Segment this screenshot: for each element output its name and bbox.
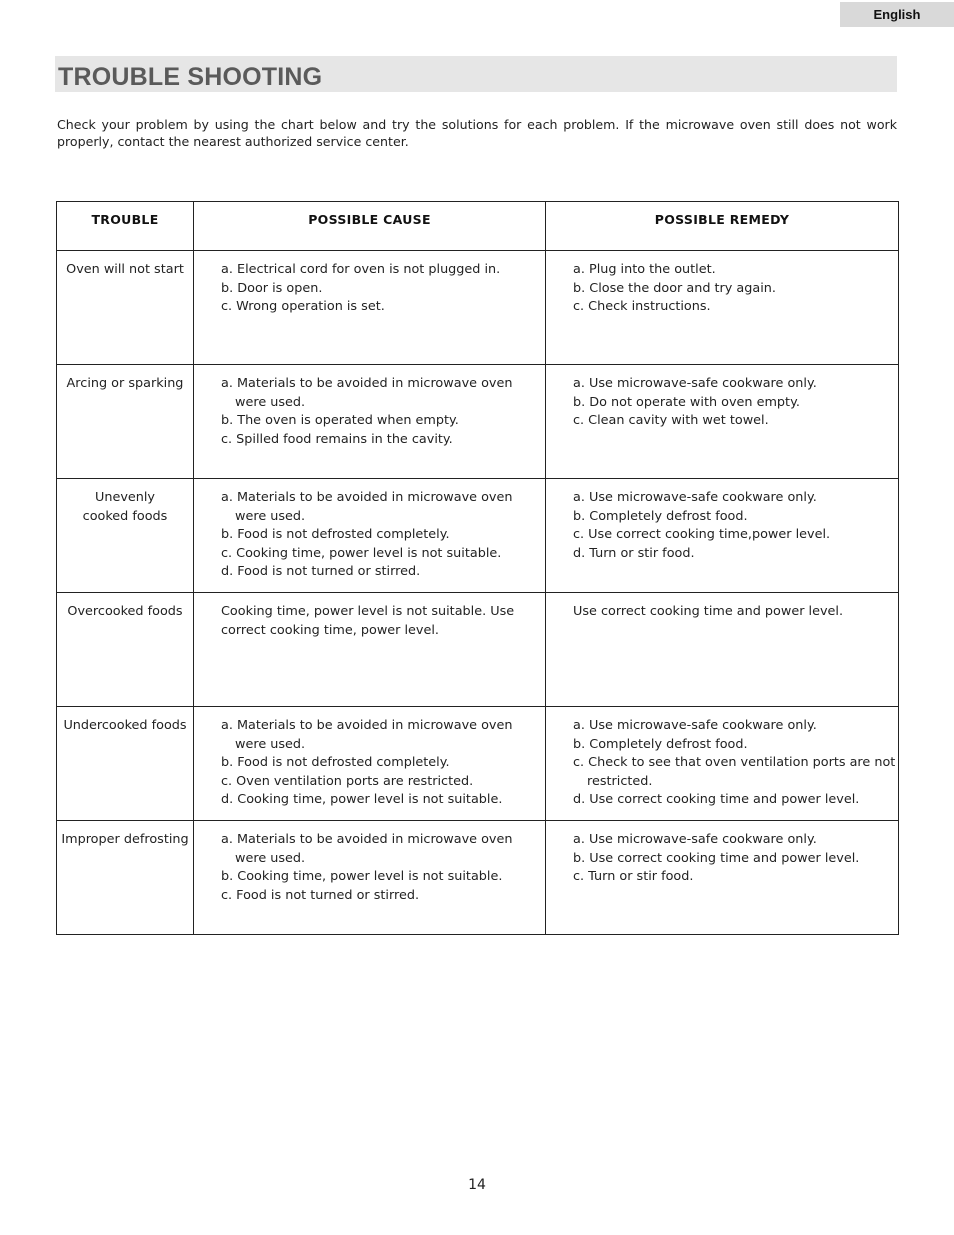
remedy-line: b. Do not operate with oven empty.: [573, 394, 800, 410]
language-tab: English: [840, 2, 954, 27]
remedy-line: a. Use microwave-safe cookware only.: [573, 718, 817, 733]
cause-line: b. Food is not defrosted completely.: [221, 755, 450, 771]
trouble-cell: Arcing or sparking: [57, 365, 194, 479]
header-possible-remedy: POSSIBLE REMEDY: [546, 202, 899, 251]
remedy-line: d. Use correct cooking time and power level.: [573, 792, 860, 808]
remedy-line: a. Use microwave-safe cookware only.: [573, 376, 817, 391]
troubleshooting-table: [56, 201, 899, 935]
cause-line: a. Materials to be avoided in microwave oven were used.: [221, 832, 513, 866]
remedy-line: b. Completely defrost food.: [573, 508, 748, 524]
remedy-line: Use correct cooking time and power level.: [573, 604, 844, 619]
trouble-cell: Overcooked foods: [57, 593, 194, 707]
remedy-cell: [546, 593, 899, 707]
intro-paragraph: Check your problem by using the chart below and try the solutions for each problem. If the microwave oven still does not work properly, contact the nearest authorized service center.: [57, 117, 897, 149]
remedy-line: a. Use microwave-safe cookware only.: [573, 490, 817, 505]
remedy-line: d. Turn or stir food.: [573, 545, 695, 561]
cause-cell: [194, 479, 546, 593]
table-row: [57, 251, 899, 365]
trouble-cell: Undercooked foods: [57, 707, 194, 821]
remedy-cell: [546, 365, 899, 479]
header-possible-cause: POSSIBLE CAUSE: [194, 202, 546, 251]
remedy-line: c. Use correct cooking time,power level.: [573, 527, 831, 543]
cause-line: b. Food is not defrosted completely.: [221, 527, 450, 543]
cause-line: a. Electrical cord for oven is not plugged in.: [221, 262, 501, 277]
trouble-label: Unevenly cooked foods: [82, 490, 168, 524]
cause-line: c. Cooking time, power level is not suitable.: [221, 545, 502, 561]
table-row: [57, 593, 899, 707]
cause-line: a. Materials to be avoided in microwave oven were used.: [221, 490, 513, 524]
cause-cell: [194, 707, 546, 821]
cause-cell: [194, 365, 546, 479]
table-row: [57, 479, 899, 593]
remedy-cell: [546, 251, 899, 365]
table-header-row: [57, 202, 899, 251]
page-title: TROUBLE SHOOTING: [58, 63, 323, 91]
remedy-line: b. Completely defrost food.: [573, 736, 748, 752]
remedy-cell: [546, 707, 899, 821]
cause-line: b. Cooking time, power level is not suitable.: [221, 869, 503, 885]
cause-line: b. The oven is operated when empty.: [221, 413, 459, 429]
trouble-cell: Improper defrosting: [57, 821, 194, 935]
cause-line: c. Food is not turned or stirred.: [221, 887, 420, 903]
remedy-cell: [546, 479, 899, 593]
cause-line: d. Cooking time, power level is not suitable.: [221, 792, 503, 808]
remedy-line: c. Check instructions.: [573, 299, 711, 315]
cause-line: Cooking time, power level is not suitable. Use correct cooking time, power level.: [221, 604, 515, 638]
cause-line: d. Food is not turned or stirred.: [221, 564, 421, 580]
title-band: [55, 56, 897, 92]
remedy-line: b. Use correct cooking time and power level.: [573, 850, 860, 866]
cause-line: c. Spilled food remains in the cavity.: [221, 431, 453, 447]
header-trouble: TROUBLE: [57, 202, 194, 251]
cause-line: b. Door is open.: [221, 280, 323, 296]
cause-cell: [194, 251, 546, 365]
remedy-line: a. Plug into the outlet.: [573, 262, 716, 277]
cause-line: c. Wrong operation is set.: [221, 299, 385, 315]
table-body: [57, 251, 899, 935]
cause-cell: [194, 821, 546, 935]
cause-line: c. Oven ventilation ports are restricted.: [221, 773, 474, 789]
table-row: [57, 707, 899, 821]
page-number: 14: [468, 1177, 486, 1193]
table-row: [57, 365, 899, 479]
cause-cell: [194, 593, 546, 707]
remedy-line: b. Close the door and try again.: [573, 280, 776, 296]
trouble-cell: Oven will not start: [57, 251, 194, 365]
remedy-cell: [546, 821, 899, 935]
cause-line: a. Materials to be avoided in microwave oven were used.: [221, 376, 513, 410]
remedy-line: a. Use microwave-safe cookware only.: [573, 832, 817, 847]
table-row: [57, 821, 899, 935]
remedy-line: c. Turn or stir food.: [573, 869, 694, 885]
trouble-cell: [57, 479, 194, 593]
remedy-line: c. Clean cavity with wet towel.: [573, 413, 769, 429]
cause-line: a. Materials to be avoided in microwave oven were used.: [221, 718, 513, 752]
remedy-line: c. Check to see that oven ventilation ports are not restricted.: [573, 755, 896, 789]
